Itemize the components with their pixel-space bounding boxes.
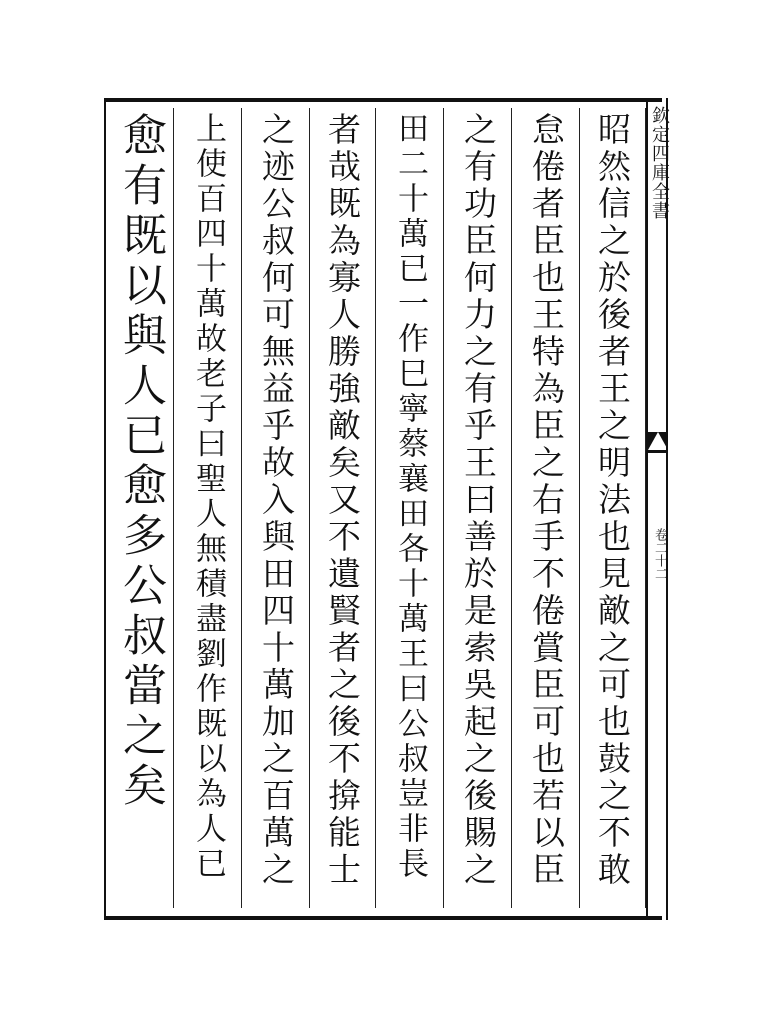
column-text: 者哉既為寡人勝強敵矣又不遺賢者之後不揜能士 bbox=[323, 112, 362, 889]
column-text: 怠倦者臣也王特為臣之右手不倦賞臣可也若以臣 bbox=[527, 112, 566, 889]
juan-number: 卷二十二 bbox=[652, 528, 667, 580]
text-column-4 bbox=[378, 108, 444, 908]
book-title: 欽定四庫全書 bbox=[649, 106, 670, 220]
column-text: 之迹公叔何可無益乎故入與田四十萬加之百萬之 bbox=[257, 112, 296, 889]
text-column-5 bbox=[310, 108, 376, 908]
text-column-8 bbox=[108, 108, 174, 908]
column-text: 田二十萬已一作巳寧蔡襄田各十萬王曰公叔豈非長 bbox=[392, 112, 428, 882]
text-column-7 bbox=[176, 108, 242, 908]
column-text: 愈有既以與人已愈多公叔當之矣 bbox=[115, 112, 166, 812]
text-column-2 bbox=[514, 108, 580, 908]
column-text: 昭然信之於後者王之明法也見敵之可也鼓之不敢 bbox=[593, 112, 632, 889]
fish-tail-mark bbox=[648, 432, 668, 450]
fish-tail-line bbox=[646, 450, 668, 453]
column-text: 之有功臣何力之有乎王曰善於是索吳起之後賜之 bbox=[459, 112, 498, 889]
column-text: 上使百四十萬故老子曰聖人無積盡劉作既以為人已 bbox=[190, 112, 226, 882]
margin-strip bbox=[646, 98, 668, 920]
text-column-3 bbox=[446, 108, 512, 908]
text-column-1 bbox=[580, 108, 646, 908]
text-column-6 bbox=[244, 108, 310, 908]
